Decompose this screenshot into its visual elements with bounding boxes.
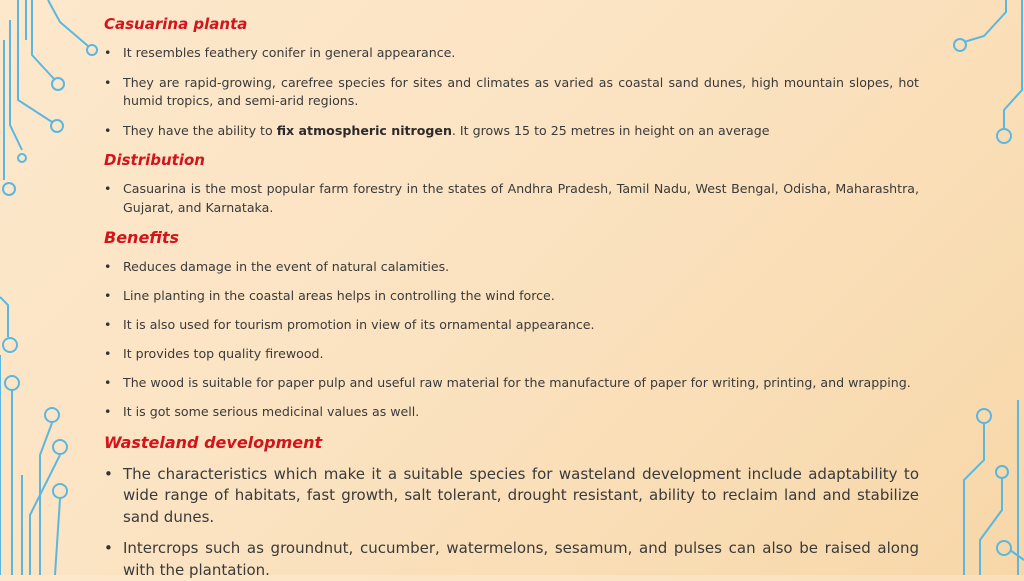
list-item: • The characteristics which make it a suitable species for wasteland development include adaptability to wide range of habitats, fast growth, salt tolerant, drought resistant, ability to reclaim land and stabilize sand dunes. [104, 464, 919, 529]
heading-wasteland-development: Wasteland development [104, 432, 919, 454]
casuarina-list [104, 44, 919, 140]
heading-benefits: Benefits [104, 227, 919, 249]
item-text: They have the ability to [123, 123, 277, 138]
heading-distribution: Distribution [104, 150, 919, 170]
list-item [104, 122, 919, 141]
list-item: • They are rapid-growing, carefree species for sites and climates as varied as coastal sand dunes, high mountain slopes, hot humid tropics, and semi-arid regions. [104, 74, 919, 111]
benefits-list [104, 258, 919, 422]
bold-text: fix atmospheric nitrogen [277, 123, 452, 138]
circuit-decoration-top-left [0, 0, 100, 210]
list-item: • Line planting in the coastal areas helps in controlling the wind force. [104, 287, 919, 306]
list-item: • It is also used for tourism promotion in view of its ornamental appearance. [104, 316, 919, 335]
list-item: • Intercrops such as groundnut, cucumber, watermelons, sesamum, and pulses can also be raised along with the plantation. [104, 538, 919, 581]
circuit-decoration-top-right [944, 0, 1024, 150]
item-text: . It grows 15 to 25 metres in height on an average [452, 123, 770, 138]
list-item: • It provides top quality firewood. [104, 345, 919, 364]
circuit-decoration-bottom-left [0, 295, 90, 575]
distribution-list [104, 180, 919, 217]
heading-casuarina-planta: Casuarina planta [104, 14, 919, 34]
circuit-decoration-bottom-right [944, 400, 1024, 575]
list-item: • The wood is suitable for paper pulp and useful raw material for the manufacture of paper for writing, printing, and wrapping. [104, 374, 919, 393]
list-item: • It resembles feathery conifer in general appearance. [104, 44, 919, 63]
list-item: • It is got some serious medicinal values as well. [104, 403, 919, 422]
list-item: • Casuarina is the most popular farm forestry in the states of Andhra Pradesh, Tamil Nadu, West Bengal, Odisha, Maharashtra, Gujarat, and Karnataka. [104, 180, 919, 217]
slide-content [104, 14, 919, 581]
wasteland-list [104, 464, 919, 581]
list-item: • Reduces damage in the event of natural calamities. [104, 258, 919, 277]
